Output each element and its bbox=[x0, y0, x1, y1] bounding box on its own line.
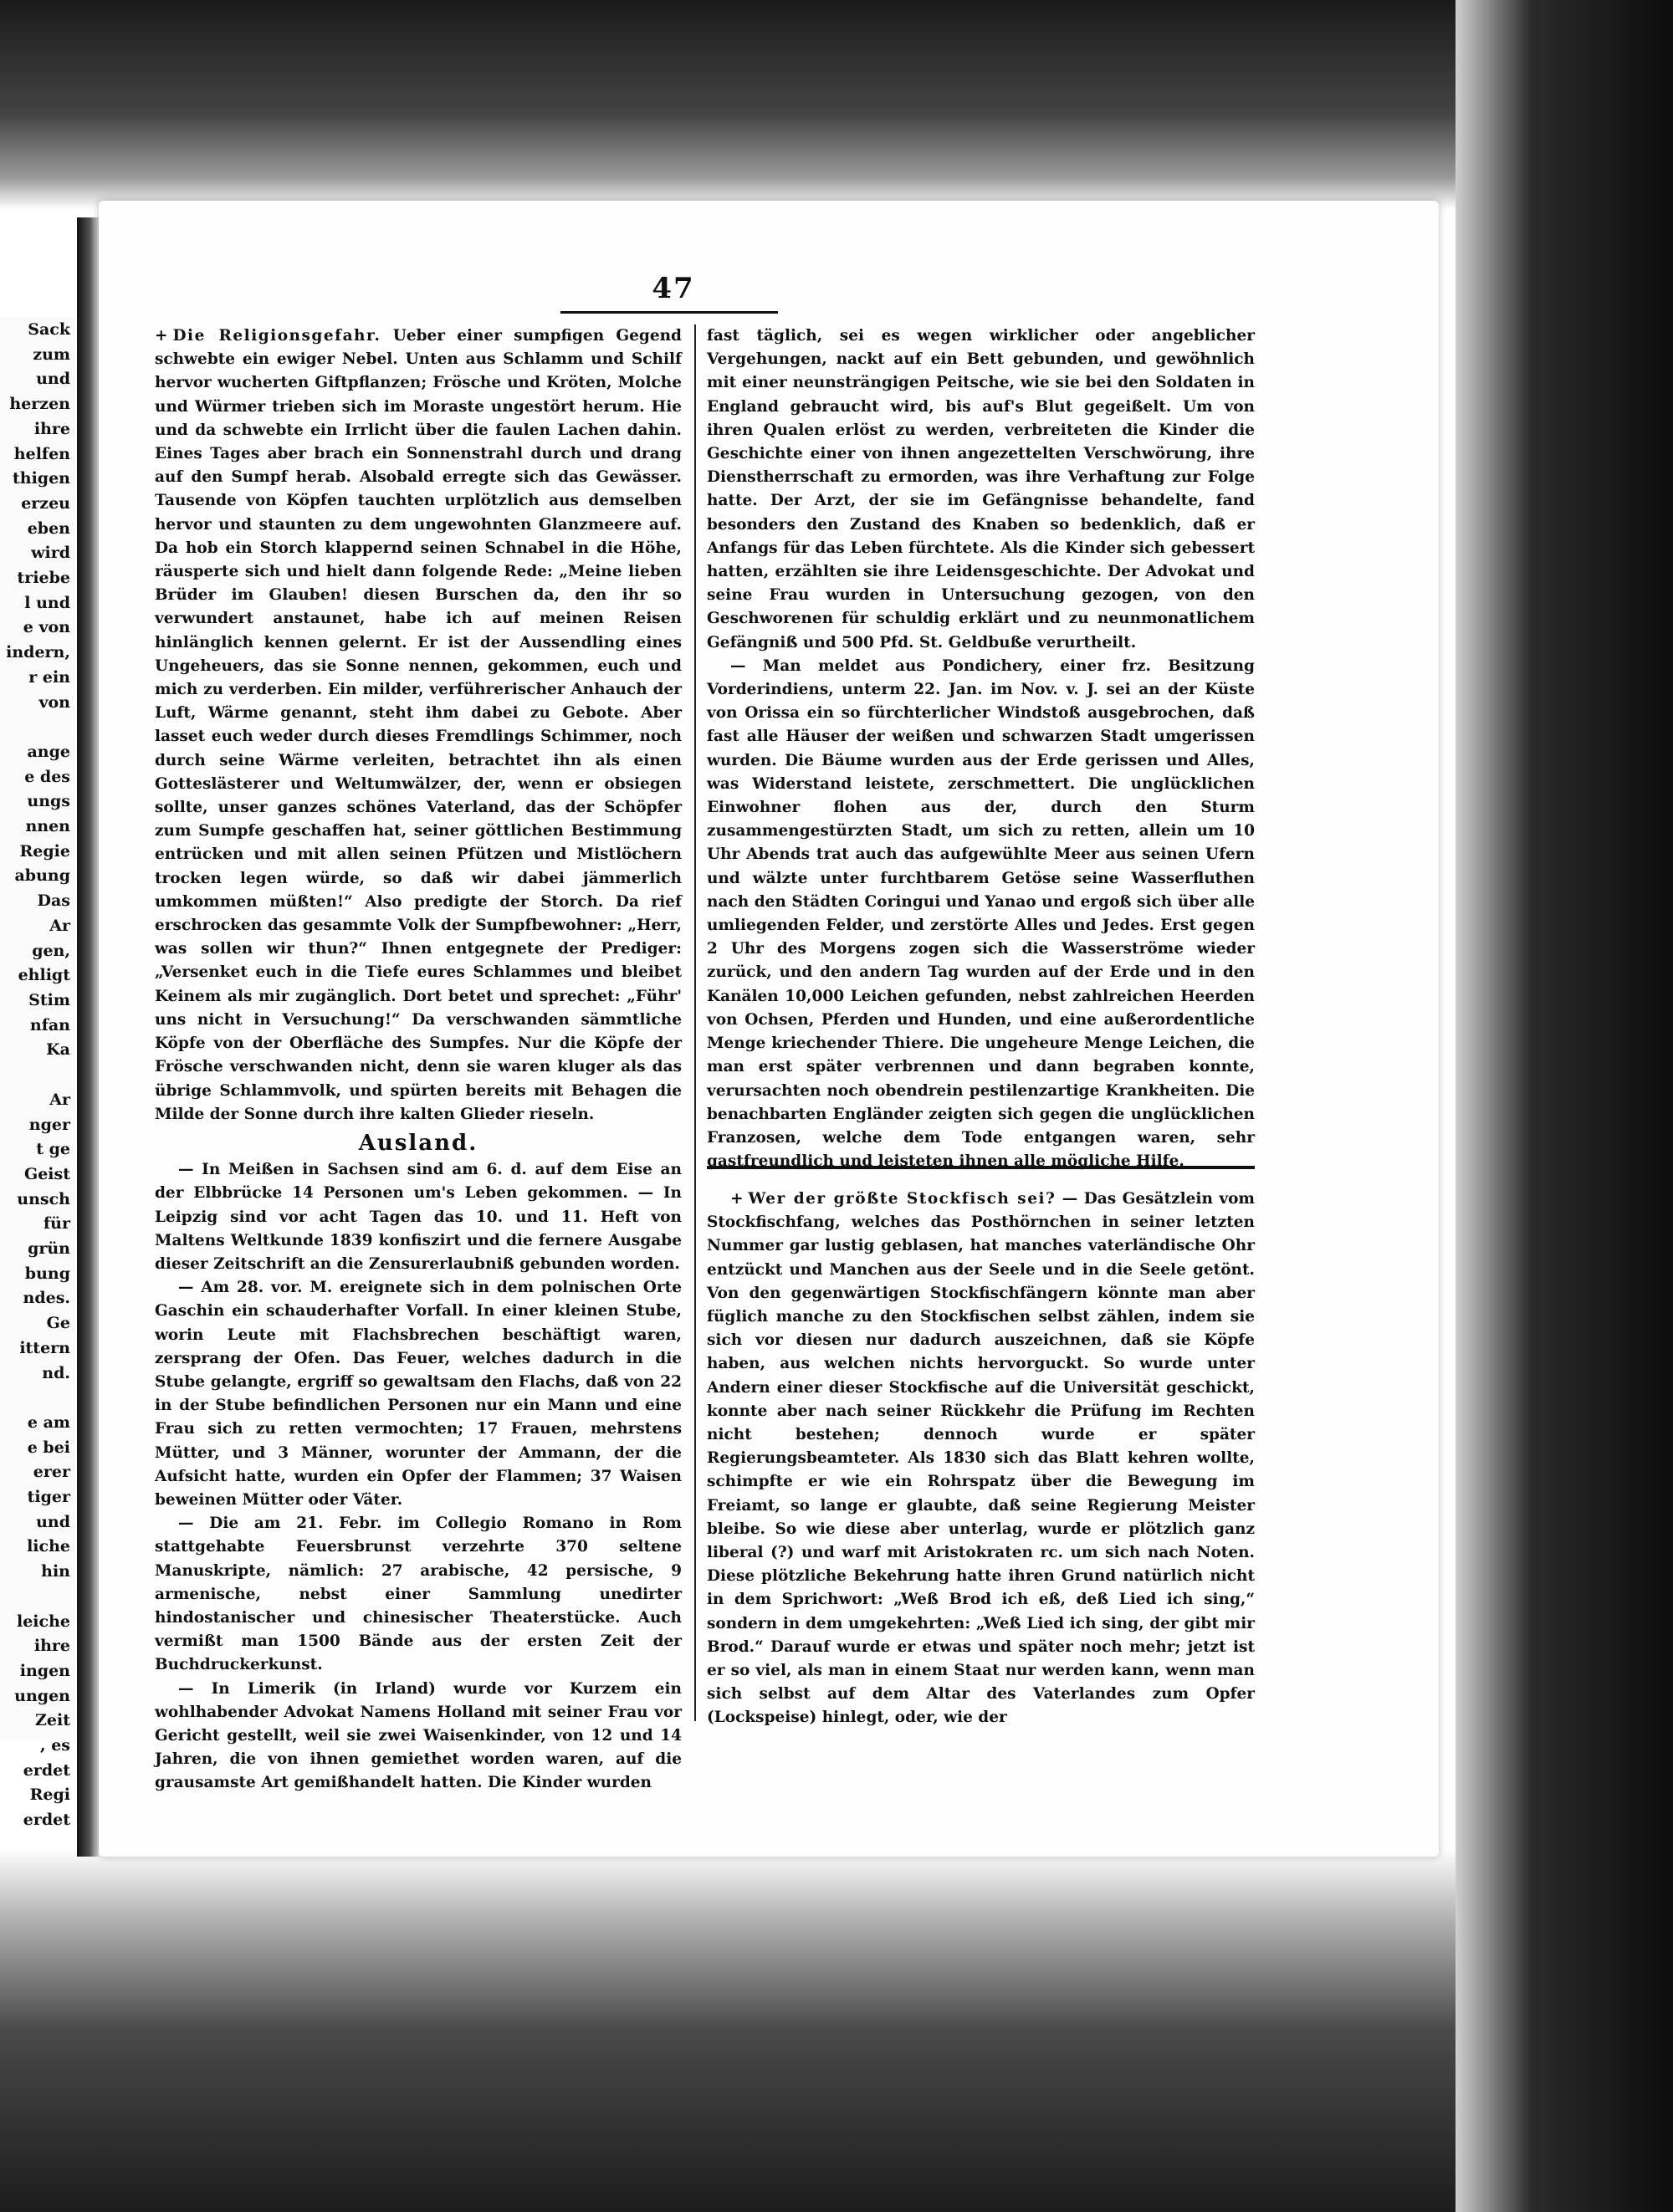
previous-page-fragment bbox=[0, 1585, 75, 1610]
previous-page-fragment: e am bbox=[27, 1413, 70, 1432]
right-column-bottom bbox=[707, 1188, 1255, 1730]
article-title: Die Religionsgefahr. bbox=[172, 327, 381, 345]
previous-page-fragment: abung bbox=[14, 866, 70, 886]
previous-page-fragment: ungs bbox=[27, 792, 70, 811]
previous-page-fragment: wird bbox=[31, 544, 70, 563]
previous-page-fragment bbox=[0, 1063, 75, 1088]
previous-page-fragment: erdet bbox=[23, 1811, 70, 1830]
previous-page-fragment: liche bbox=[27, 1537, 70, 1556]
previous-page-fragment: hin bbox=[41, 1562, 70, 1581]
news-item: — In Limerik (in Irland) wurde vor Kurzem ein wohlhabender Advokat Namens Holland mit seiner Frau vor Gericht gestellt, weil sie zwei Waisenkinder, von 12 und 14 Jahren, die von ihnen gemiethet worden waren, auf die grausamste Art gemißhandelt hatten. Die Kinder wurden bbox=[155, 1679, 682, 1792]
previous-page-fragment: e von bbox=[23, 618, 70, 637]
previous-page-fragment: Regi bbox=[29, 1785, 70, 1805]
previous-page-fragment: grün bbox=[28, 1239, 70, 1259]
article-marker: + bbox=[730, 1190, 744, 1208]
news-item-continued: fast täglich, sei es wegen wirklicher oder angeblicher Vergehungen, nackt auf ein Bett gebunden, und gewöhnlich mit einer neunsträngigen Peitsche, wie sie bei den Soldaten in England gebraucht wird, bis auf's Blut gegeißelt. Um von ihren Qualen erlöst zu werden, verbreiteten die Kinder die Geschichte einer von ihnen angezettelten Verschwörung, ihre Dienstherrschaft zu ermorden, was ihre Verhaftung zur Folge hatte. Der Arzt, der sie im Gefängnisse behandelte, fand besonders den Zustand des Knaben so bedenklich, daß er Anfangs für das Leben fürchtete. Als die Kinder sich gebessert hatten, erzählten sie ihre Leidensgeschichte. Der Advokat und seine Frau wurden in Untersuchung gezogen, von den Geschworenen für schuldig erklärt und zu neunmonatlichem Gefängniß und 500 Pfd. St. Geldbuße verurtheilt. bbox=[707, 327, 1255, 651]
previous-page-fragment: Geist bbox=[23, 1164, 70, 1183]
left-column bbox=[155, 324, 682, 1796]
previous-page-fragment: ihre bbox=[33, 419, 70, 438]
previous-page-fragment: unsch bbox=[17, 1189, 70, 1208]
previous-page-fragment: helfen bbox=[13, 444, 70, 463]
previous-page-fragment: indern, bbox=[6, 643, 70, 662]
previous-page-fragment: ange bbox=[27, 742, 70, 761]
previous-page-fragment: t ge bbox=[36, 1140, 70, 1159]
column-divider bbox=[694, 324, 696, 1721]
article-body: Ueber einer sumpfigen Gegend schwebte ein ewiger Nebel. Unten aus Schlamm und Schilf hervor wucherten Giftpflanzen; Frösche und Kröten, Molche und Würmer trieben sich im Moraste ungestört herum. Hie und da schwebte ein Irrlicht über die faulen Lachen dahin. Eines Tages aber brach ein Sonnenstrahl durch und drang auf den Sumpf herab. Alsobald erregte sich das Gewässer. Tausende von Köpfen tauchten urplötzlich aus demselben hervor und staunten zu dem ungewohnten Glanzmeere auf. Da hob ein Storch klappernd seinen Schnabel in die Höhe, räusperte sich und hielt dann folgende Rede: „Meine lieben Brüder im Glauben! diesen Burschen da, den ihr so verwundert anstaunet, habe ich auf meinen Reisen hinlänglich kennen gelernt. Er ist der Aussendling eines Ungeheuers, das sie Sonne nennen, gekommen, euch und mich zu verderben. Ein milder, verführerischer Anhauch der Luft, Wärme genannt, steht ihm dabei zu Gebote. Aber lasset euch weder durch dieses Fremdlings Schimmer, noch durch seine Wärme verleiten, betrachtet ihn als einen Gotteslästerer und Weltumwälzer, der, wenn er obsiegen sollte, unser ganzes schönes Vaterland, das der Schöpfer zum Sumpfe geschaffen hat, seiner göttlichen Bestimmung entrücken und mit allen seinen Pfützen und Mistlöchern trocken legen würde, so daß wir dabei jämmerlich umkommen müßten!“ Also predigte der Storch. Da rief erschrocken das gesammte Volk der Sumpfbewohner: „Herr, was sollen wir thun?“ Ihnen entgegnete der Prediger: „Versenket euch in die Tiefe eures Schlammes und bleibet Keinem als mir zugänglich. Dort betet und sprechet: „Führ' uns nicht in Versuchung!“ Da verschwanden sämmtliche Köpfe von der Oberfläche des Sumpfes. Nur die Köpfe der Frösche verschwanden nicht, denn sie waren kluger als das übrige Schlammvolk, und spürten bereits mit Behagen die Milde der Sonne durch ihre kalten Glieder rieseln. bbox=[155, 327, 682, 1123]
previous-page-fragment: thigen bbox=[13, 469, 70, 488]
previous-page-fragment: nfan bbox=[29, 1015, 70, 1034]
previous-page-fragment: Ka bbox=[46, 1040, 70, 1060]
previous-page-fragment: Stim bbox=[28, 990, 70, 1009]
article-religionsgefahr bbox=[155, 324, 682, 1126]
previous-page-fragment: Sack bbox=[28, 320, 70, 339]
previous-page-fragment: leiche bbox=[17, 1612, 70, 1631]
previous-page-fragment: zum bbox=[33, 345, 70, 364]
previous-page-fragment: r ein bbox=[28, 667, 70, 687]
previous-page-fragment: Zeit bbox=[35, 1711, 70, 1730]
right-column-top bbox=[707, 324, 1255, 1173]
scan-border-top bbox=[0, 0, 1673, 209]
previous-page-fragment: triebe bbox=[17, 569, 70, 588]
previous-page-fragment: ingen bbox=[19, 1661, 70, 1680]
previous-page-fragment: l und bbox=[24, 593, 70, 612]
previous-page-fragment: ehligt bbox=[18, 966, 70, 985]
previous-page-fragment: Regie bbox=[19, 841, 70, 861]
previous-page-fragment: ungen bbox=[14, 1686, 70, 1705]
scan-border-bottom bbox=[0, 1848, 1673, 2212]
previous-page-fragment: nger bbox=[28, 1115, 70, 1134]
previous-page-fragment: ihre bbox=[33, 1637, 70, 1656]
previous-page-fragment: Das bbox=[37, 891, 70, 911]
previous-page-fragment: , es bbox=[39, 1736, 70, 1755]
double-rule bbox=[707, 1166, 1255, 1169]
previous-page-fragment: ndes. bbox=[23, 1289, 70, 1308]
news-item: — In Meißen in Sachsen sind am 6. d. auf dem Eise an der Elbbrücke 14 Personen um's Leben gekommen. — In Leipzig sind vor acht Tagen das 10. und 11. Heft von Maltens Weltkunde 1839 konfiszirt und die fernere Ausgabe dieser Zeitschrift an die Zensurerlaubniß gebunden worden. bbox=[155, 1161, 682, 1273]
article-title: Wer der größte Stockfisch sei? bbox=[748, 1190, 1056, 1208]
previous-page-fragment bbox=[0, 715, 75, 740]
previous-page-fragment: erzeu bbox=[21, 493, 70, 513]
page-number-rule bbox=[560, 311, 778, 314]
book-spine bbox=[77, 217, 99, 1857]
previous-page-fragment: gen, bbox=[32, 941, 70, 960]
previous-page-fragment: nd. bbox=[42, 1363, 70, 1382]
previous-page-fragment: erdet bbox=[23, 1760, 70, 1780]
previous-page-fragment: e des bbox=[24, 767, 70, 786]
previous-page-fragment: von bbox=[38, 692, 70, 712]
previous-page-fragment: Ar bbox=[49, 1090, 70, 1109]
previous-page-fragment: ittern bbox=[19, 1338, 70, 1357]
previous-page-fragment: und bbox=[36, 370, 70, 389]
previous-page-fragment: für bbox=[43, 1214, 70, 1234]
previous-page-fragment bbox=[0, 1386, 75, 1411]
previous-page-fragment: nnen bbox=[25, 817, 70, 836]
previous-page-fragment: tiger bbox=[27, 1488, 70, 1507]
previous-page-fragment: herzen bbox=[9, 395, 70, 414]
news-item: — Man meldet aus Pondichery, einer frz. Besitzung Vorderindiens, unterm 22. Jan. im Nov. v. J. sei an der Küste von Orissa ein so fürchterlicher Windstoß ausgebrochen, daß fast alle Häuser der weißen und schwarzen Stadt umgerissen wurden. Die Bäume wurden aus der Erde gerissen und Alles, was Widerstand leistete, zerschmettert. Die unglücklichen Einwohner flohen aus der, durch den Sturm zusammengestürzten Stadt, um sich zu retten, allein um 10 Uhr Abends trat auch das aufgewühlte Meer aus seinen Ufern und wälzte unter furchtbarem Getöse seine Wasserfluthen nach den Städten Coringui und Yanao und ergoß sich über alle umliegenden Felder, und zerstörte Alles und Jedes. Erst gegen 2 Uhr des Morgens zogen sich die Wasserströme wieder zurück, und den andern Tag wurden auf der Erde und in den Kanälen 10,000 Leichen gefunden, nebst zahlreichen Heerden von Ochsen, Pferden und Hunden, und eine außerordentliche Menge kriechender Thiere. Die ungeheure Menge Leichen, die man erst später verbrennen und dann begraben konnte, verursachten noch obendrein pestilenzartige Krankheiten. Die benachbarten Engländer zeigten sich gegen die unglücklichen Franzosen, welche dem Tode entgangen waren, sehr gastfreundlich und leisteten ihnen alle mögliche Hilfe. bbox=[707, 656, 1255, 1171]
scan-border-right bbox=[1456, 0, 1673, 2212]
news-item: — Am 28. vor. M. ereignete sich in dem polnischen Orte Gaschin ein schauderhafter Vorfall. In einer kleinen Stube, worin Leute mit Flachsbrechen beschäftigt waren, zersprang der Ofen. Das Feuer, welches dadurch in die Stube gelangte, ergriff so gewaltsam den Flachs, daß von 22 in der Stube befindlichen Personen nur ein Mann und eine Frau sich zu retten vermochten; 17 Frauen, mehrstens Mütter, und 3 Männer, worunter der Ammann, der die Aufsicht hatte, wurden ein Opfer der Flammen; 37 Waisen beweinen Mütter oder Väter. bbox=[155, 1279, 682, 1509]
article-marker: + bbox=[155, 327, 168, 345]
previous-page-edge bbox=[0, 318, 75, 1830]
article-stockfisch bbox=[707, 1188, 1255, 1730]
previous-page-fragment: e bei bbox=[27, 1438, 70, 1457]
previous-page-fragment: und bbox=[36, 1512, 70, 1531]
previous-page-fragment: Ge bbox=[46, 1314, 70, 1333]
previous-page-fragment: bung bbox=[24, 1264, 70, 1283]
previous-page-fragment: erer bbox=[33, 1463, 70, 1482]
previous-page-fragment: eben bbox=[27, 519, 70, 538]
news-item: — Die am 21. Febr. im Collegio Romano in Rom stattgehabte Feuersbrunst verzehrte 370 seltene Manuskripte, nämlich: 27 arabische, 42 persische, 9 armenische, nebst einer Sammlung unedirter hindostanischer und chinesischer Theaterstücke. Auch vermißt man 1500 Bände aus der ersten Zeit der Buchdruckerkunst. bbox=[155, 1515, 682, 1674]
page-number: 47 bbox=[652, 272, 695, 305]
section-heading-ausland: Ausland. bbox=[358, 1130, 478, 1156]
article-body: — Das Gesätzlein vom Stockfischfang, welches das Posthörnchen in seiner letzten Nummer gar lustig geblasen, hat manches vaterländische Ohr entzückt und Manchen aus der Seele und in die Seele getönt. Von den gegenwärtigen Stockfischfängern könnte man aber füglich manche zu den Stockfischen selbst zählen, indem sie sich vor diesen nur dadurch auszeichnen, daß sie Köpfe haben, aus welchen nichts hervorguckt. So wurde unter Andern einer dieser Stockfische auf die Universität geschickt, konnte aber nach seiner Rückkehr die Prüfung im Rechten nicht bestehen; dennoch wurde er später Regierungsbeamteter. Als 1830 sich das Blatt kehren wollte, schimpfte er wie ein Rohrspatz über die Bewegung im Freiamt, so lange er glaubte, daß seine Regierung Meister bleibe. So wie diese aber unterlag, wurde er plötzlich ganz liberal (?) und warf mit Aristokraten rc. um sich nach Noten. Diese plötzliche Bekehrung hatte ihren Grund natürlich nicht in dem Sprichwort: „Weß Brod ich eß, deß Lied ich sing,“ sondern in dem umgekehrten: „Weß Lied ich sing, der gibt mir Brod.“ Darauf wurde er etwas und später noch mehr; jetzt ist er so viel, als man in einem Staat nur werden kann, wenn man sich selbst auf dem Altar des Vaterlandes zum Opfer (Lockspeise) hinlegt, oder, wie der bbox=[707, 1190, 1255, 1727]
previous-page-fragment: Ar bbox=[49, 916, 70, 935]
